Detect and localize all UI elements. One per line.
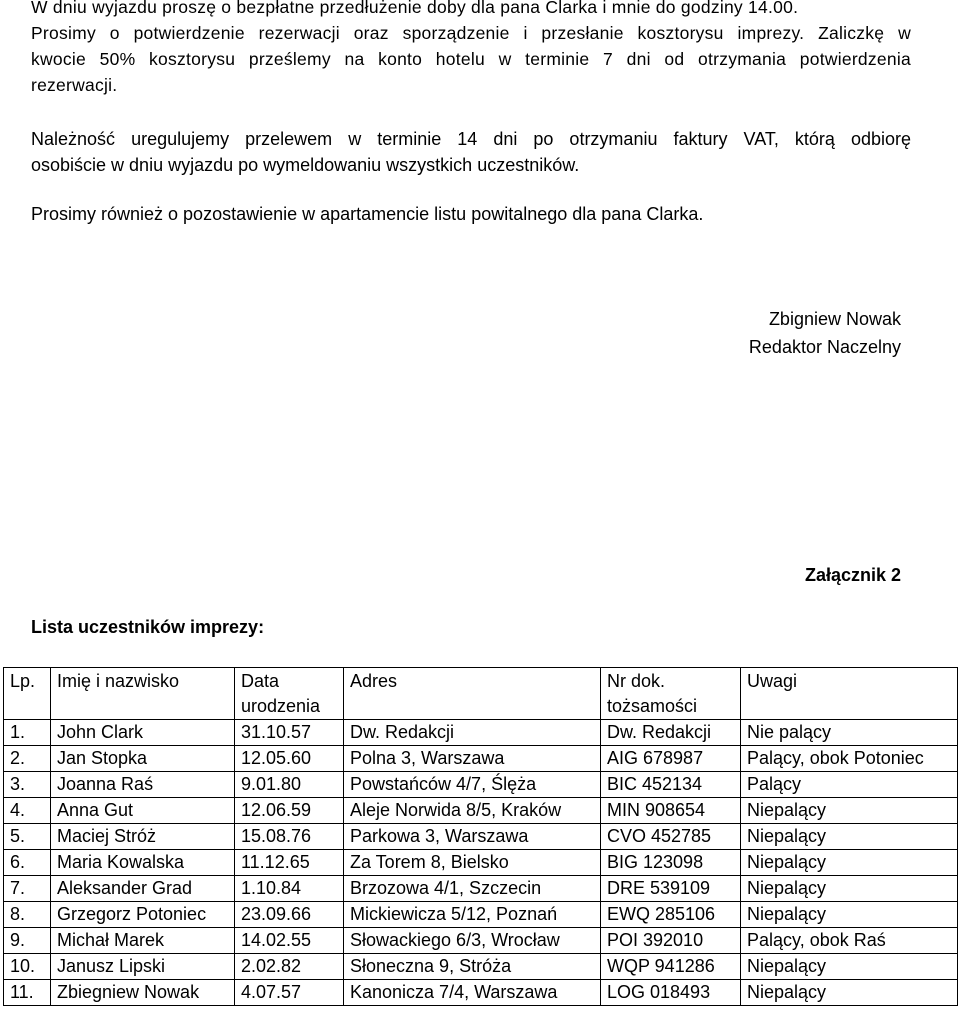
cell-notes: Palący — [741, 772, 958, 798]
cell-birth-date: 15.08.76 — [235, 824, 344, 850]
cell-name: Jan Stopka — [51, 746, 235, 772]
cell-lp: 7. — [4, 876, 51, 902]
participants-table — [3, 667, 958, 1006]
signature-title: Redaktor Naczelny — [748, 337, 901, 357]
cell-lp: 9. — [4, 928, 51, 954]
cell-name: Joanna Raś — [51, 772, 235, 798]
attachment-label: Załącznik 2 — [804, 565, 901, 585]
cell-lp: 6. — [4, 850, 51, 876]
cell-notes: Niepalący — [741, 902, 958, 928]
cell-name: Janusz Lipski — [51, 954, 235, 980]
table-row — [4, 902, 958, 928]
cell-name: Zbiegniew Nowak — [51, 980, 235, 1006]
cell-lp: 5. — [4, 824, 51, 850]
cell-name: Maria Kowalska — [51, 850, 235, 876]
paragraph-payment — [31, 126, 911, 178]
cell-birth-date: 14.02.55 — [235, 928, 344, 954]
cell-address: Parkowa 3, Warszawa — [344, 824, 601, 850]
cell-id-document: AIG 678987 — [601, 746, 741, 772]
cell-name: John Clark — [51, 720, 235, 746]
table-row — [4, 824, 958, 850]
cell-address: Słoneczna 9, Stróża — [344, 954, 601, 980]
cell-notes: Niepalący — [741, 954, 958, 980]
cell-name: Grzegorz Potoniec — [51, 902, 235, 928]
cell-address: Za Torem 8, Bielsko — [344, 850, 601, 876]
paragraph-welcome-letter — [31, 201, 911, 227]
paragraph-line: W dniu wyjazdu proszę o bezpłatne przedłużenie doby dla pana Clarka i mnie do godziny 14.00. — [31, 0, 799, 17]
cell-id-document: BIG 123098 — [601, 850, 741, 876]
table-header-row — [4, 668, 958, 720]
header-lp: Lp. — [4, 668, 51, 720]
header-id-document-line2: tożsamości — [607, 696, 698, 716]
table-row — [4, 746, 958, 772]
cell-address: Mickiewicza 5/12, Poznań — [344, 902, 601, 928]
cell-birth-date: 11.12.65 — [235, 850, 344, 876]
cell-address: Aleje Norwida 8/5, Kraków — [344, 798, 601, 824]
table-row — [4, 850, 958, 876]
cell-birth-date: 2.02.82 — [235, 954, 344, 980]
table-row — [4, 720, 958, 746]
cell-birth-date: 4.07.57 — [235, 980, 344, 1006]
cell-lp: 11. — [4, 980, 51, 1006]
cell-id-document: CVO 452785 — [601, 824, 741, 850]
cell-lp: 3. — [4, 772, 51, 798]
header-birth-date — [235, 668, 344, 720]
cell-birth-date: 1.10.84 — [235, 876, 344, 902]
cell-id-document: BIC 452134 — [601, 772, 741, 798]
cell-notes: Palący, obok Raś — [741, 928, 958, 954]
paragraph-line: rezerwacji. — [31, 75, 118, 95]
cell-address: Polna 3, Warszawa — [344, 746, 601, 772]
cell-name: Aleksander Grad — [51, 876, 235, 902]
paragraph-extension-request — [31, 0, 911, 98]
cell-lp: 4. — [4, 798, 51, 824]
cell-address: Kanonicza 7/4, Warszawa — [344, 980, 601, 1006]
cell-notes: Nie palący — [741, 720, 958, 746]
cell-address: Powstańców 4/7, Ślęża — [344, 772, 601, 798]
signature-block — [749, 305, 901, 361]
cell-id-document: MIN 908654 — [601, 798, 741, 824]
cell-id-document: EWQ 285106 — [601, 902, 741, 928]
cell-id-document: LOG 018493 — [601, 980, 741, 1006]
header-address: Adres — [344, 668, 601, 720]
cell-birth-date: 12.05.60 — [235, 746, 344, 772]
cell-birth-date: 9.01.80 — [235, 772, 344, 798]
cell-name: Maciej Stróż — [51, 824, 235, 850]
participants-list-title: Lista uczestników imprezy: — [31, 617, 265, 637]
cell-id-document: DRE 539109 — [601, 876, 741, 902]
table-row — [4, 772, 958, 798]
cell-birth-date: 23.09.66 — [235, 902, 344, 928]
header-birth-date-line2: urodzenia — [241, 696, 321, 716]
cell-birth-date: 31.10.57 — [235, 720, 344, 746]
table-row — [4, 980, 958, 1006]
cell-name: Anna Gut — [51, 798, 235, 824]
cell-name: Michał Marek — [51, 928, 235, 954]
paragraph-line: Prosimy o potwierdzenie rezerwacji oraz sporządzenie i przesłanie kosztorysu imprezy. Zaliczkę w — [31, 23, 911, 43]
cell-birth-date: 12.06.59 — [235, 798, 344, 824]
table-row — [4, 954, 958, 980]
cell-id-document: Dw. Redakcji — [601, 720, 741, 746]
cell-address: Dw. Redakcji — [344, 720, 601, 746]
table-row — [4, 928, 958, 954]
cell-lp: 2. — [4, 746, 51, 772]
paragraph-line: kwocie 50% kosztorysu prześlemy na konto hotelu w terminie 7 dni od otrzymania potwierdzenia — [31, 49, 911, 69]
cell-address: Brzozowa 4/1, Szczecin — [344, 876, 601, 902]
cell-notes: Niepalący — [741, 876, 958, 902]
header-id-document — [601, 668, 741, 720]
paragraph-line: osobiście w dniu wyjazdu po wymeldowaniu wszystkich uczestników. — [31, 155, 580, 175]
cell-notes: Niepalący — [741, 980, 958, 1006]
header-id-document-line1: Nr dok. — [607, 671, 666, 691]
cell-id-document: WQP 941286 — [601, 954, 741, 980]
signature-name: Zbigniew Nowak — [768, 309, 901, 329]
header-name: Imię i nazwisko — [51, 668, 235, 720]
cell-lp: 8. — [4, 902, 51, 928]
cell-notes: Niepalący — [741, 824, 958, 850]
cell-lp: 1. — [4, 720, 51, 746]
cell-notes: Niepalący — [741, 798, 958, 824]
header-birth-date-line1: Data — [241, 671, 280, 691]
cell-lp: 10. — [4, 954, 51, 980]
table-row — [4, 798, 958, 824]
table-row — [4, 876, 958, 902]
paragraph-line: Prosimy również o pozostawienie w apartamencie listu powitalnego dla pana Clarka. — [31, 204, 704, 224]
paragraph-line: Należność uregulujemy przelewem w terminie 14 dni po otrzymaniu faktury VAT, którą odbiorę — [31, 129, 911, 149]
header-notes: Uwagi — [741, 668, 958, 720]
cell-id-document: POI 392010 — [601, 928, 741, 954]
cell-address: Słowackiego 6/3, Wrocław — [344, 928, 601, 954]
cell-notes: Palący, obok Potoniec — [741, 746, 958, 772]
cell-notes: Niepalący — [741, 850, 958, 876]
